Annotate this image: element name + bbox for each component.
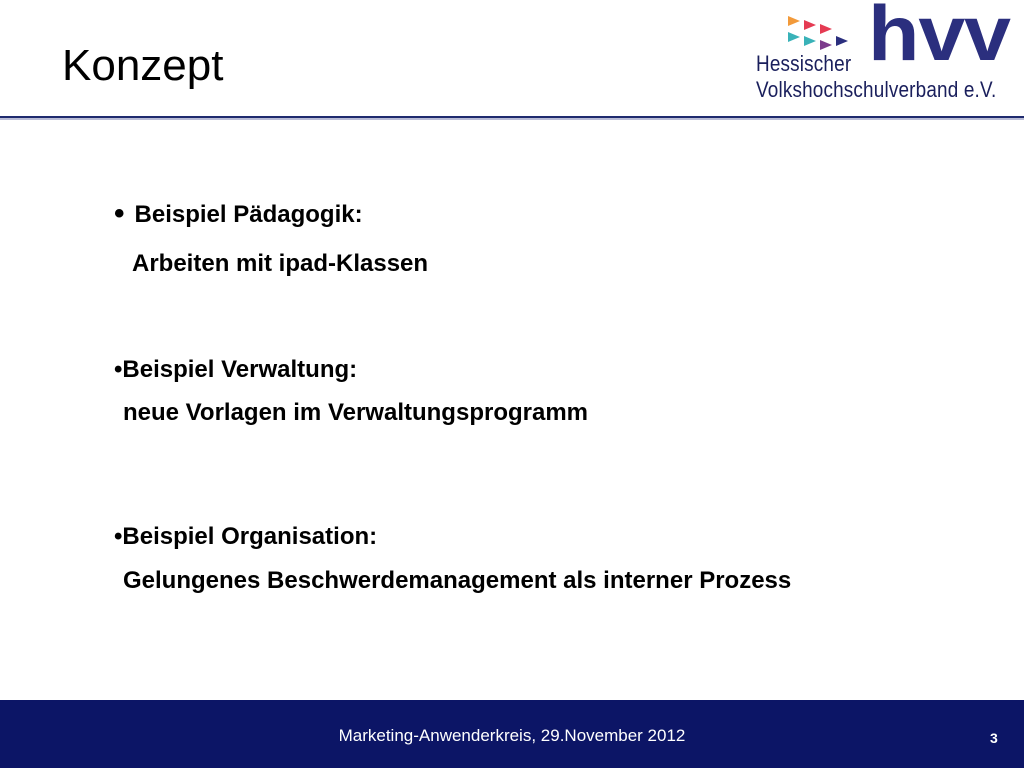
item-heading-text: Beispiel Pädagogik: [134,201,363,228]
bullet: • [114,197,125,230]
page-number: 3 [990,730,998,746]
item-heading-organisation [114,522,377,552]
item-heading-paedagogik [114,199,363,230]
item-detail-paedagogik: Arbeiten mit ipad-Klassen [132,250,429,277]
item-detail-organisation: Gelungenes Beschwerdemanagement als interner Prozess [123,567,792,594]
item-heading-text: Beispiel Organisation: [122,523,378,550]
header-divider-shadow [0,118,1024,120]
logo-org-line-2: Volkshochschulverband e.V. [756,77,997,102]
logo-org-line-1: Hessischer [756,51,852,76]
item-heading-text: Beispiel Verwaltung: [122,356,358,383]
item-detail-verwaltung: neue Vorlagen im Verwaltungsprogramm [123,399,588,426]
hvv-logo [752,0,1014,104]
footer-text: Marketing-Anwenderkreis, 29.November 2012 [338,726,686,745]
bullet: • [114,356,123,383]
logo-brand: hvv [868,0,1010,77]
bullet: • [114,523,123,550]
item-heading-verwaltung [114,355,357,385]
slide-title: Konzept [62,41,224,90]
